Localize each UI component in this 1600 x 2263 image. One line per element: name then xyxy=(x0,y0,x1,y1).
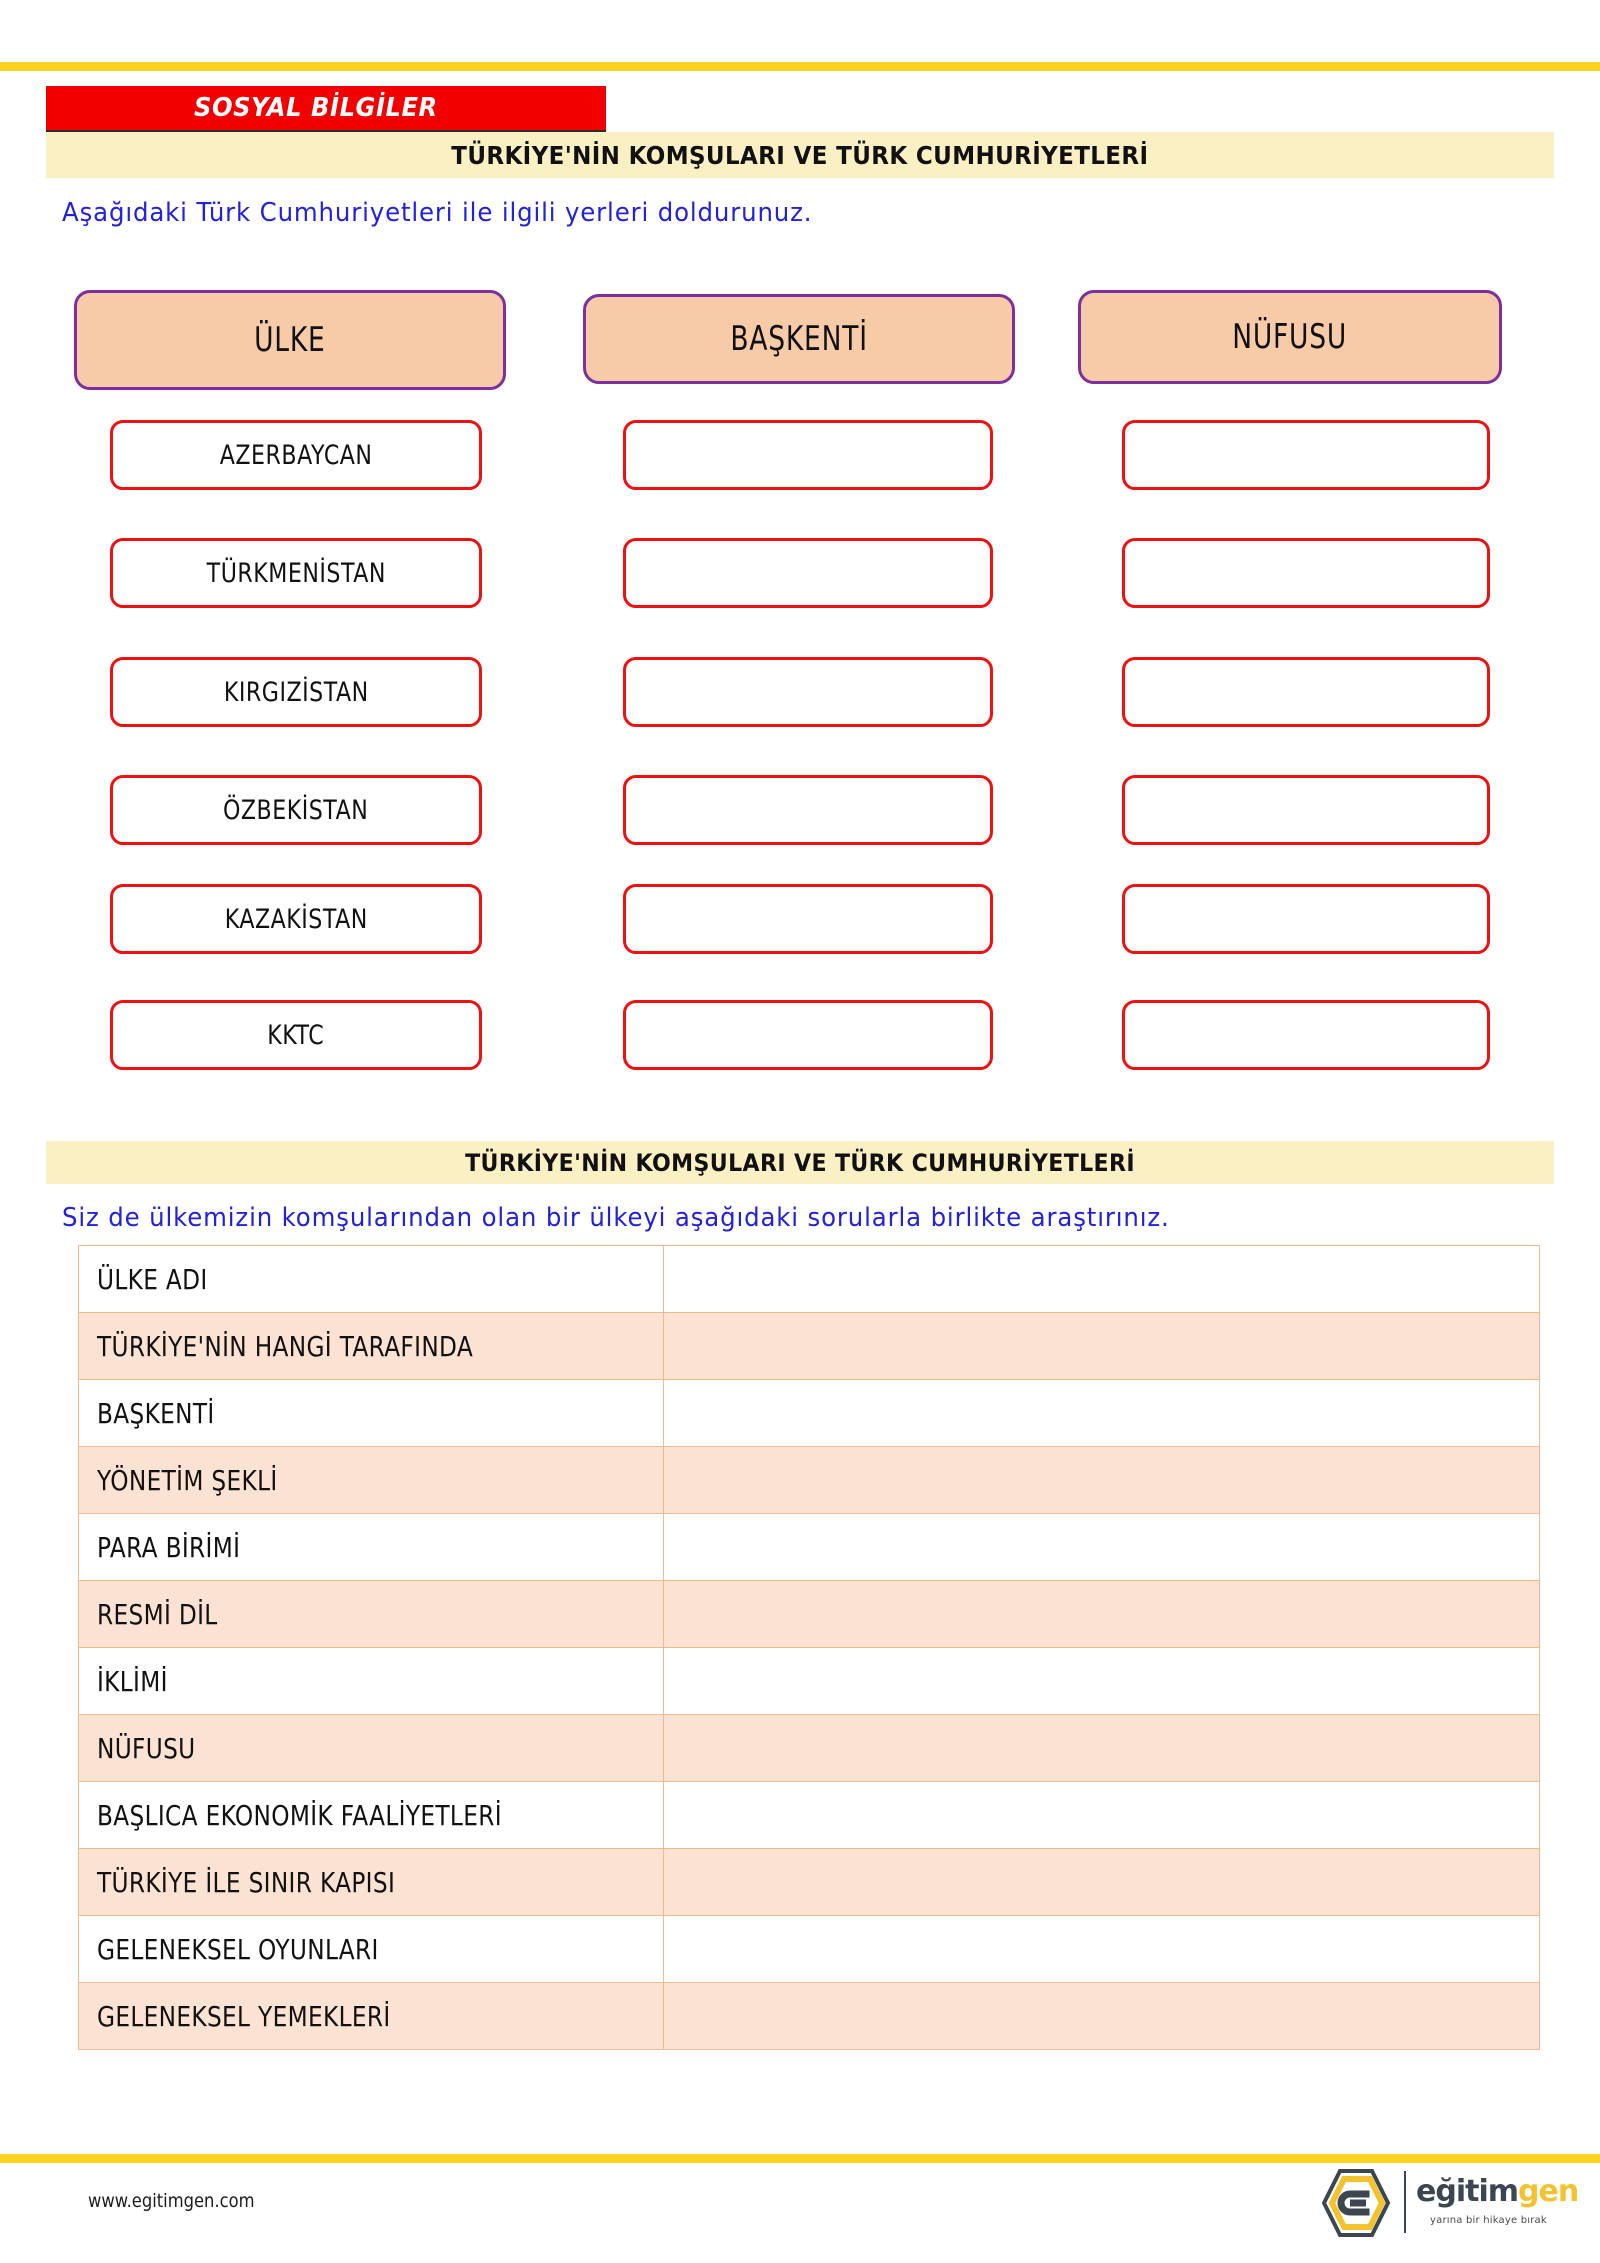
table-row xyxy=(79,1447,1540,1514)
table-row xyxy=(79,1581,1540,1648)
column-header-ulke xyxy=(74,290,506,390)
country-label-6: KKTC xyxy=(267,1019,325,1051)
logo-word-secondary: gen xyxy=(1518,2174,1579,2209)
research-label-text-2: TÜRKİYE'NİN HANGİ TARAFINDA xyxy=(97,1329,474,1363)
research-label-2 xyxy=(79,1313,664,1380)
research-label-1 xyxy=(79,1246,664,1313)
table-row xyxy=(79,1715,1540,1782)
research-label-text-6: RESMİ DİL xyxy=(97,1597,218,1631)
column-header-baskenti xyxy=(583,294,1015,384)
country-box-2 xyxy=(110,538,482,608)
country-box-1 xyxy=(110,420,482,490)
research-label-11 xyxy=(79,1916,664,1983)
capital-input-4[interactable] xyxy=(623,775,993,845)
hexagon-e-icon xyxy=(1320,2167,1392,2239)
research-value-3[interactable] xyxy=(664,1380,1540,1447)
research-label-7 xyxy=(79,1648,664,1715)
table-row xyxy=(79,1514,1540,1581)
logo-wordmark xyxy=(1416,2174,1579,2209)
research-label-3 xyxy=(79,1380,664,1447)
country-box-5 xyxy=(110,884,482,954)
research-value-6[interactable] xyxy=(664,1581,1540,1648)
population-input-2[interactable] xyxy=(1122,538,1490,608)
research-label-8 xyxy=(79,1715,664,1782)
bottom-yellow-rule xyxy=(0,2154,1600,2163)
instruction-top: Aşağıdaki Türk Cumhuriyetleri ile ilgili yerleri doldurunuz. xyxy=(62,198,813,228)
column-header-nufusu xyxy=(1078,290,1502,384)
research-value-8[interactable] xyxy=(664,1715,1540,1782)
research-value-9[interactable] xyxy=(664,1782,1540,1849)
research-label-text-12: GELENEKSEL YEMEKLERİ xyxy=(97,1999,391,2033)
country-label-5: KAZAKİSTAN xyxy=(224,903,368,935)
column-header-baskenti-label: BAŞKENTİ xyxy=(730,319,868,359)
logo-tagline: yarına bir hikaye bırak xyxy=(1430,2215,1547,2226)
country-label-2: TÜRKMENİSTAN xyxy=(206,557,386,589)
research-label-text-11: GELENEKSEL OYUNLARI xyxy=(97,1932,379,1966)
top-yellow-rule xyxy=(0,62,1600,71)
worksheet-title-middle: TÜRKİYE'NİN KOMŞULARI VE TÜRK CUMHURİYETLERİ xyxy=(465,1148,1135,1177)
research-label-text-9: BAŞLICA EKONOMİK FAALİYETLERİ xyxy=(97,1798,502,1832)
worksheet-title-top: TÜRKİYE'NİN KOMŞULARI VE TÜRK CUMHURİYETLERİ xyxy=(451,140,1149,170)
table-row xyxy=(79,1849,1540,1916)
research-value-4[interactable] xyxy=(664,1447,1540,1514)
country-label-1: AZERBAYCAN xyxy=(219,439,373,471)
table-row xyxy=(79,1246,1540,1313)
research-value-12[interactable] xyxy=(664,1983,1540,2050)
research-label-text-10: TÜRKİYE İLE SINIR KAPISI xyxy=(97,1865,396,1899)
worksheet-title-band-middle xyxy=(46,1141,1554,1184)
capital-input-6[interactable] xyxy=(623,1000,993,1070)
research-label-text-3: BAŞKENTİ xyxy=(97,1396,215,1430)
research-value-7[interactable] xyxy=(664,1648,1540,1715)
capital-input-3[interactable] xyxy=(623,657,993,727)
research-label-12 xyxy=(79,1983,664,2050)
instruction-middle: Siz de ülkemizin komşularından olan bir ülkeyi aşağıdaki sorularla birlikte araştırınız. xyxy=(62,1203,1170,1233)
subject-badge xyxy=(46,86,606,132)
research-label-9 xyxy=(79,1782,664,1849)
population-input-5[interactable] xyxy=(1122,884,1490,954)
subject-badge-label: SOSYAL BİLGİLER xyxy=(194,93,438,123)
research-value-5[interactable] xyxy=(664,1514,1540,1581)
table-row xyxy=(79,1380,1540,1447)
research-value-10[interactable] xyxy=(664,1849,1540,1916)
country-box-6 xyxy=(110,1000,482,1070)
research-label-text-1: ÜLKE ADI xyxy=(97,1262,208,1296)
table-row xyxy=(79,1648,1540,1715)
country-label-4: ÖZBEKİSTAN xyxy=(223,794,369,826)
research-label-text-5: PARA BİRİMİ xyxy=(97,1530,241,1564)
worksheet-title-band-top xyxy=(46,132,1554,178)
research-value-1[interactable] xyxy=(664,1246,1540,1313)
research-label-10 xyxy=(79,1849,664,1916)
table-row xyxy=(79,1916,1540,1983)
research-label-4 xyxy=(79,1447,664,1514)
research-label-5 xyxy=(79,1514,664,1581)
population-input-6[interactable] xyxy=(1122,1000,1490,1070)
table-row xyxy=(79,1313,1540,1380)
research-value-11[interactable] xyxy=(664,1916,1540,1983)
research-label-text-8: NÜFUSU xyxy=(97,1731,196,1765)
column-header-ulke-label: ÜLKE xyxy=(254,320,326,360)
population-input-4[interactable] xyxy=(1122,775,1490,845)
capital-input-2[interactable] xyxy=(623,538,993,608)
table-row xyxy=(79,1782,1540,1849)
egitimgen-logo xyxy=(1320,2163,1579,2243)
table-row xyxy=(79,1983,1540,2050)
population-input-3[interactable] xyxy=(1122,657,1490,727)
population-input-1[interactable] xyxy=(1122,420,1490,490)
capital-input-5[interactable] xyxy=(623,884,993,954)
country-box-4 xyxy=(110,775,482,845)
research-label-text-4: YÖNETİM ŞEKLİ xyxy=(97,1463,278,1497)
column-header-nufusu-label: NÜFUSU xyxy=(1232,317,1348,357)
country-label-3: KIRGIZİSTAN xyxy=(223,676,369,708)
research-value-2[interactable] xyxy=(664,1313,1540,1380)
logo-word-primary: eğitim xyxy=(1416,2174,1518,2209)
country-box-3 xyxy=(110,657,482,727)
research-label-text-7: İKLİMİ xyxy=(97,1664,168,1698)
capital-input-1[interactable] xyxy=(623,420,993,490)
logo-divider xyxy=(1404,2171,1406,2233)
footer-website-url: www.egitimgen.com xyxy=(88,2190,255,2212)
research-table xyxy=(78,1245,1540,2050)
research-label-6 xyxy=(79,1581,664,1648)
